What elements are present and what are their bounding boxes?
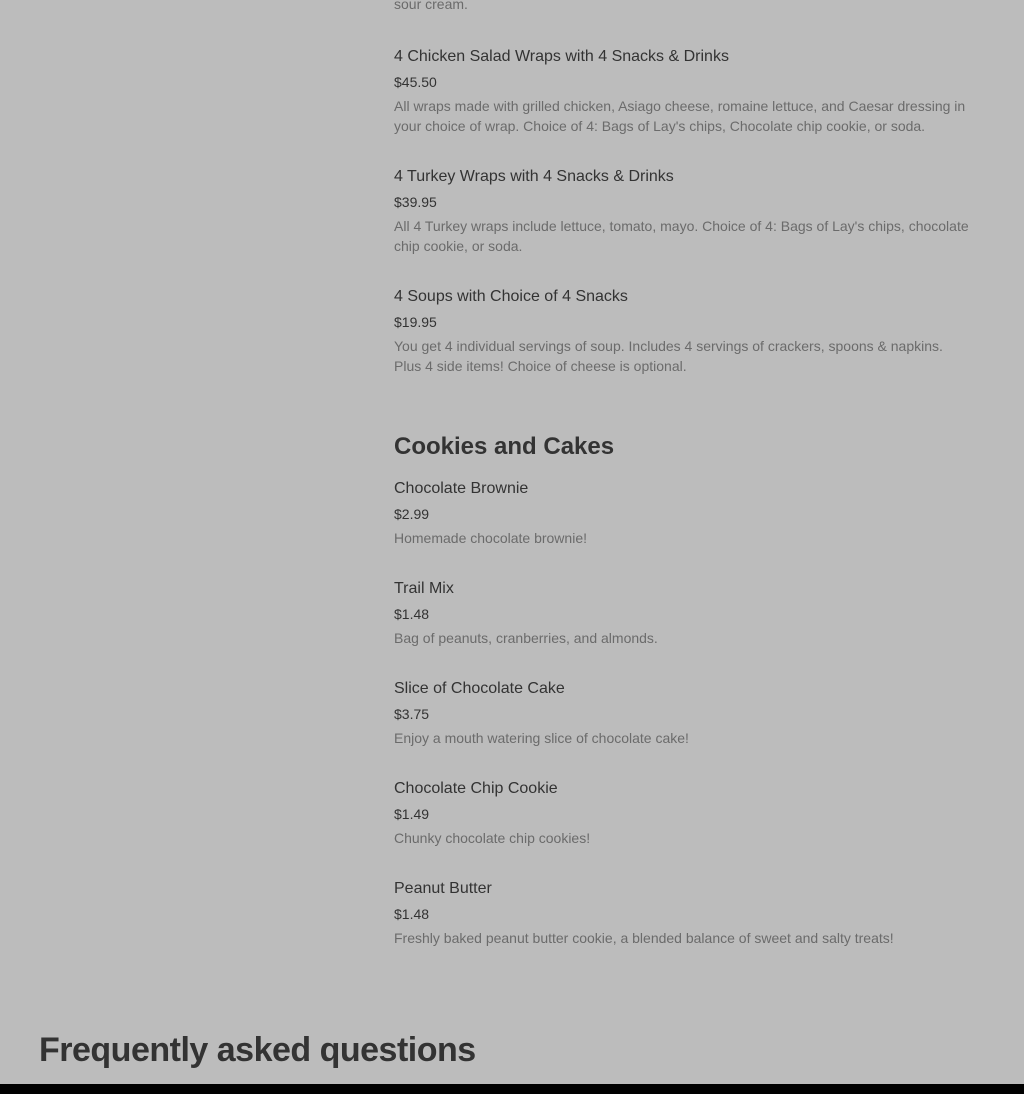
item-price: $3.75 (394, 706, 430, 722)
item-description: Homemade chocolate brownie! (394, 530, 587, 546)
menu-item[interactable] (394, 878, 984, 948)
menu-item[interactable] (394, 478, 984, 548)
item-name: 4 Soups with Choice of 4 Snacks (394, 288, 628, 305)
item-description: Enjoy a mouth watering slice of chocolate cake! (394, 730, 689, 746)
menu-item[interactable] (394, 166, 984, 256)
bottom-bar (0, 1084, 1024, 1094)
item-description: Freshly baked peanut butter cookie, a blended balance of sweet and salty treats! (394, 930, 894, 946)
menu-item[interactable] (394, 678, 984, 748)
item-price: $1.48 (394, 606, 430, 622)
item-name: Trail Mix (394, 580, 454, 597)
item-name: Slice of Chocolate Cake (394, 680, 565, 697)
menu-item[interactable] (394, 46, 984, 136)
item-name: Chocolate Brownie (394, 480, 529, 497)
item-name: Peanut Butter (394, 880, 492, 897)
item-description: You get 4 individual servings of soup. Includes 4 servings of crackers, spoons & napkins. Plus 4 side items! Choice of cheese is optional. (394, 338, 943, 374)
item-price: $1.48 (394, 906, 430, 922)
faq-title: Frequently asked questions (39, 1031, 476, 1069)
item-name: 4 Turkey Wraps with 4 Snacks & Drinks (394, 168, 674, 185)
item-price: $2.99 (394, 506, 430, 522)
item-price: $45.50 (394, 74, 437, 90)
menu-item[interactable] (394, 286, 984, 376)
item-description: All wraps made with grilled chicken, Asiago cheese, romaine lettuce, and Caesar dressing in your choice of wrap. Choice of 4: Bags of Lay's chips, Chocolate chip cookie, or soda. (394, 98, 966, 134)
item-price: $19.95 (394, 314, 437, 330)
section-title: Cookies and Cakes (394, 433, 615, 460)
item-description: Bag of peanuts, cranberries, and almonds. (394, 630, 658, 646)
item-description: Chunky chocolate chip cookies! (394, 830, 591, 846)
menu-item[interactable] (394, 778, 984, 848)
menu-item[interactable] (394, 578, 984, 648)
item-description: All 4 Turkey wraps include lettuce, tomato, mayo. Choice of 4: Bags of Lay's chips, chocolate chip cookie, or soda. (394, 218, 969, 254)
item-name: Chocolate Chip Cookie (394, 780, 558, 797)
item-name: 4 Chicken Salad Wraps with 4 Snacks & Drinks (394, 48, 729, 65)
item-price: $1.49 (394, 806, 430, 822)
item-price: $39.95 (394, 194, 437, 210)
item-description: sour cream. (394, 0, 468, 12)
